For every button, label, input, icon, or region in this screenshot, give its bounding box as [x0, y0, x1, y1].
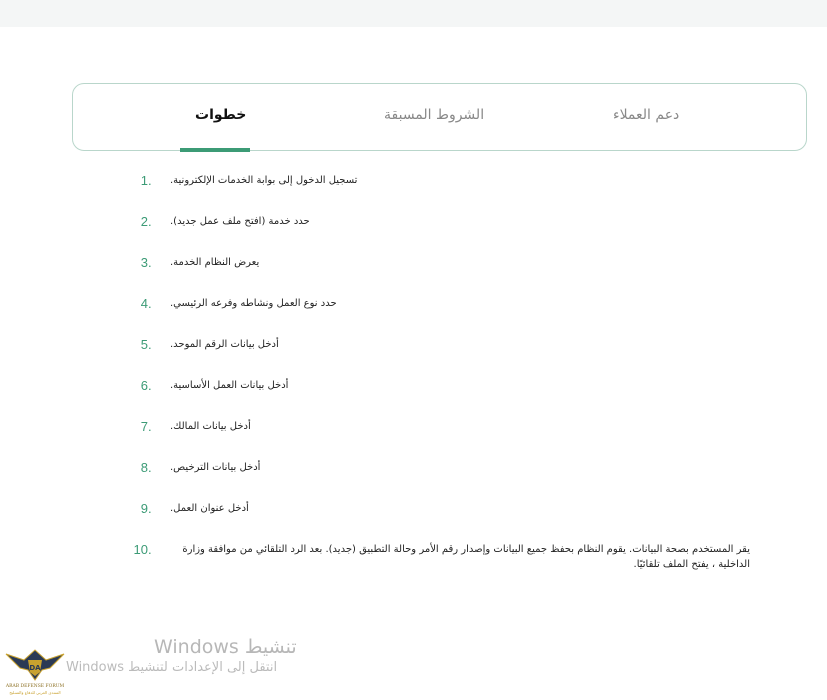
svg-text:ARAB DEFENSE FORUM: ARAB DEFENSE FORUM	[5, 684, 65, 689]
step-text: يقر المستخدم بصحة البيانات. يقوم النظام بحفظ جميع البيانات وإصدار رقم الأمر وحالة التطبيق (جديد). بعد الرد التلقائي من موافقة وزارة الداخلية ، يفتح الملف تلقائيًا.	[182, 544, 750, 570]
step-dot: .	[148, 419, 152, 434]
windows-activation-title: تنشيط Windows	[154, 636, 297, 658]
step-text: أدخل عنوان العمل.	[170, 503, 249, 514]
step-number: 5	[140, 337, 148, 352]
step-number: 6	[140, 378, 148, 393]
step-dot: .	[148, 542, 152, 557]
step-dot: .	[148, 173, 152, 188]
step-text: أدخل بيانات العمل الأساسية.	[170, 380, 289, 391]
step-dot: .	[148, 501, 152, 516]
svg-text:DA: DA	[29, 664, 41, 672]
tab-customer-support[interactable]: دعم العملاء	[613, 107, 680, 123]
step-text: يعرض النظام الخدمة.	[170, 257, 260, 268]
tab-prerequisites[interactable]: الشروط المسبقة	[384, 107, 485, 123]
step-text: أدخل بيانات الرقم الموحد.	[170, 339, 279, 350]
tabs-card	[72, 83, 807, 151]
step-number: 10	[133, 542, 148, 557]
step-dot: .	[148, 296, 152, 311]
step-number: 8	[140, 460, 148, 475]
step-number: 7	[140, 419, 148, 434]
step-number: 2	[140, 214, 148, 229]
top-bar	[0, 0, 827, 27]
svg-text:المنتدى العربي للدفاع والتسليح: المنتدى العربي للدفاع والتسليح	[9, 690, 61, 695]
step-number: 4	[140, 296, 148, 311]
step-dot: .	[148, 255, 152, 270]
step-number: 3	[140, 255, 148, 270]
step-text: حدد خدمة (افتح ملف عمل جديد).	[170, 216, 310, 227]
arab-defense-forum-logo	[4, 640, 66, 696]
windows-activation-subtitle: انتقل إلى الإعدادات لتنشيط Windows	[66, 660, 278, 675]
step-dot: .	[148, 460, 152, 475]
step-dot: .	[148, 378, 152, 393]
active-tab-indicator	[180, 148, 250, 152]
tab-steps[interactable]: خطوات	[195, 107, 247, 123]
step-text: تسجيل الدخول إلى بوابة الخدمات الإلكترونية.	[170, 175, 358, 186]
step-text: أدخل بيانات المالك.	[170, 421, 251, 432]
step-dot: .	[148, 214, 152, 229]
step-number: 9	[140, 501, 148, 516]
step-dot: .	[148, 337, 152, 352]
step-text: أدخل بيانات الترخيص.	[170, 462, 261, 473]
eagle-icon	[4, 640, 66, 696]
step-text: حدد نوع العمل ونشاطه وفرعه الرئيسي.	[170, 298, 337, 309]
step-number: 1	[140, 173, 148, 188]
